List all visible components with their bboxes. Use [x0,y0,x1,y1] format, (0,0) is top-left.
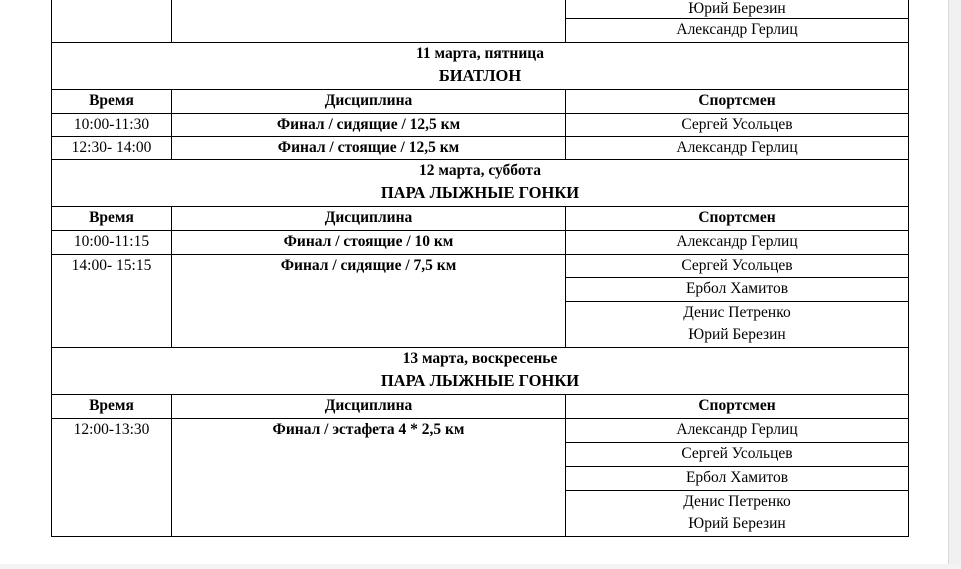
time-cell: 14:00- 15:15 [52,255,172,348]
sport-title: БИАТЛОН [438,66,522,85]
header-discipline: Дисциплина [172,395,566,419]
athlete-name: Денис Петренко [683,493,791,510]
athlete-cell: Александр Герлиц [566,419,909,443]
athlete-cell [566,302,909,348]
table-row [52,0,909,19]
discipline-cell: Финал / сидящие / 12,5 км [172,114,566,137]
athlete-cell [566,491,909,537]
athlete-cell: Сергей Усольцев [566,255,909,278]
page-bottom-strip [0,564,961,569]
time-cell: 12:30- 14:00 [52,137,172,160]
day-header [52,348,909,395]
header-discipline: Дисциплина [172,90,566,114]
column-header-row [52,90,909,114]
athlete-cell: Александр Герлиц [566,19,909,43]
athlete-cell: Александр Герлиц [566,231,909,255]
discipline-cell: Финал / стоящие / 12,5 км [172,137,566,160]
column-header-row [52,395,909,419]
table-row [52,137,909,160]
discipline-cell: Финал / стоящие / 10 км [172,231,566,255]
header-time: Время [52,395,172,419]
day-date: 13 марта, воскресенье [402,350,558,367]
athlete-name: Юрий Березин [688,515,786,532]
header-athlete: Спортсмен [566,90,909,114]
header-athlete: Спортсмен [566,207,909,231]
discipline-cell: Финал / эстафета 4 * 2,5 км [172,419,566,537]
column-header-row [52,207,909,231]
athlete-name: Юрий Березин [688,326,786,343]
day-header-row [52,348,909,395]
header-discipline: Дисциплина [172,207,566,231]
time-cell: 10:00-11:15 [52,231,172,255]
schedule-table [51,0,909,537]
day-header [52,160,909,207]
table-row [52,255,909,278]
sport-title: ПАРА ЛЫЖНЫЕ ГОНКИ [380,371,580,390]
day-date: 12 марта, суббота [419,162,541,179]
header-time: Время [52,90,172,114]
day-header-row [52,43,909,90]
athlete-cell: Ербол Хамитов [566,278,909,302]
day-header-row [52,160,909,207]
discipline-cell: Финал / сидящие / 7,5 км [172,255,566,348]
table-row [52,114,909,137]
athlete-name: Денис Петренко [683,304,791,321]
athlete-cell: Сергей Усольцев [566,114,909,137]
day-header [52,43,909,90]
time-cell [52,0,172,43]
time-cell: 10:00-11:30 [52,114,172,137]
table-row [52,419,909,443]
sport-title: ПАРА ЛЫЖНЫЕ ГОНКИ [380,183,580,202]
window-edge [948,0,961,569]
header-athlete: Спортсмен [566,395,909,419]
athlete-cell: Юрий Березин [566,0,909,19]
discipline-cell [172,0,566,43]
header-time: Время [52,207,172,231]
athlete-cell: Александр Герлиц [566,137,909,160]
time-cell: 12:00-13:30 [52,419,172,537]
table-row [52,231,909,255]
day-date: 11 марта, пятница [416,45,544,62]
athlete-cell: Сергей Усольцев [566,443,909,467]
athlete-cell: Ербол Хамитов [566,467,909,491]
